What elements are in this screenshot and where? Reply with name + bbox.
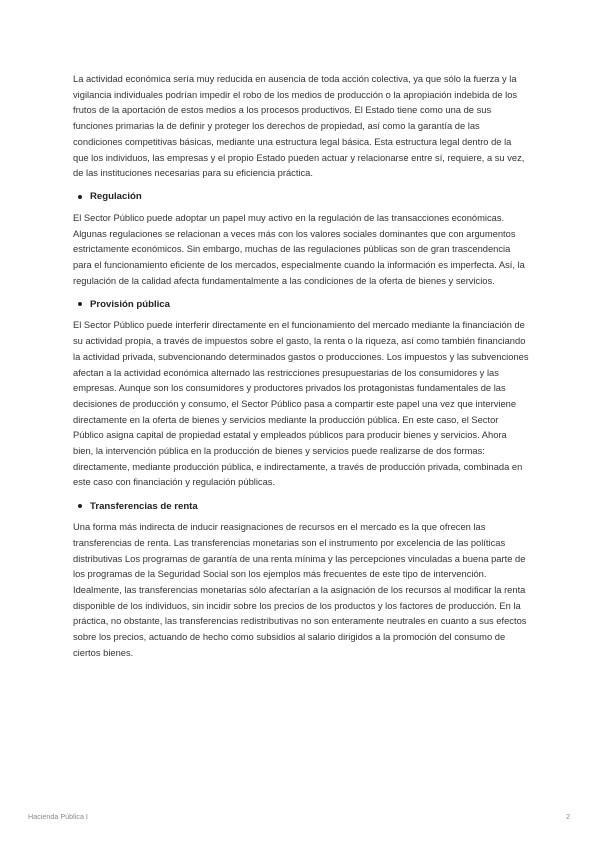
section-title: Provisión pública <box>90 298 170 310</box>
bullet-icon <box>78 504 82 508</box>
section-paragraph: Una forma más indirecta de inducir reasignaciones de recursos en el mercado es la que ofrecen las transferencias de renta. Las transferencias monetarias son el instrumento por excelencia de las políticas distributivas Los programas de garantía de una renta mínima y las percepciones vinculadas a buena parte de los programas de la Seguridad Social son los ejemplos más frecuentes de este tipo de intervención. Idealmente, las transferencias monetarias sólo afectarían a la asignación de los recursos al modificar la renta disponible de los individuos, sin incidir sobre los precios de los productos y los factores de producción. En la práctica, no obstante, las transferencias redistributivas no son enteramente neutrales en cuanto a sus efectos sobre los precios, actuando de hecho como subsidios al salario dirigidos a la promoción del consumo de ciertos bienes. <box>73 522 527 658</box>
section-heading-regulacion <box>73 189 529 205</box>
section-title: Regulación <box>90 191 142 203</box>
section-paragraph: El Sector Público puede adoptar un papel muy activo en la regulación de las transacciones económicas. Algunas regulaciones se relacionan a veces más con los valores sociales dominantes que con argumentos estrictamente económicos. Sin embargo, muchas de las regulaciones públicas son de gran trascendencia para el funcionamiento eficiente de los mercados, especialmente cuando la información es imperfecta. Así, la regulación de la calidad afecta fundamentalmente a las condiciones de la oferta de bienes y servicios. <box>73 212 525 286</box>
footer-title: Hacienda Pública I <box>28 812 88 821</box>
bullet-icon <box>78 302 82 306</box>
section-heading-transferencias <box>73 498 529 514</box>
page-body <box>73 72 529 662</box>
section-title: Transferencias de renta <box>90 500 198 512</box>
bullet-icon <box>78 195 82 199</box>
section-paragraph: El Sector Público puede interferir directamente en el funcionamiento del mercado mediante la financiación de su actividad propia, a través de impuestos sobre el gasto, la renta o la riqueza, así como también financiando la actividad privada, subvencionando determinados gastos o producciones. Los impuestos y las subvenciones afectan a la actividad económica alternado las restricciones presupuestarias de los consumidores y las empresas. Aunque son los consumidores y productores privados los protagonistas fundamentales de las decisiones de producción y consumo, el Sector Público pasa a compartir este papel una vez que interviene directamente en la oferta de bienes y servicios mediante la producción pública. En este caso, el Sector Público asigna capital de propiedad estatal y empleados públicos para producir bienes y servicios. Ahora bien, la intervención pública en la producción de bienes y servicios puede realizarse de dos formas: directamente, mediante producción pública, e indirectamente, a través de producción privada, combinada en este caso con financiación y regulación públicas. <box>73 320 529 488</box>
section-heading-provision-publica <box>73 296 529 312</box>
page-number: 2 <box>566 812 570 821</box>
intro-paragraph: La actividad económica sería muy reducida en ausencia de toda acción colectiva, ya que sólo la fuerza y la vigilancia individuales podrían impedir el robo de los medios de producción o la apropiación indebida de los frutos de la aportación de estos medios a los procesos productivos. El Estado tiene como una de sus funciones primarias la de definir y proteger los derechos de propiedad, así como la garantía de las condiciones competitivas básicas, mediante una estructura legal básica. Esta estructura legal dentro de la que los individuos, las empresas y el propio Estado pueden actuar y relacionarse entre sí, requiere, a su vez, de las instituciones necesarias para su eficiencia práctica. <box>73 74 525 179</box>
